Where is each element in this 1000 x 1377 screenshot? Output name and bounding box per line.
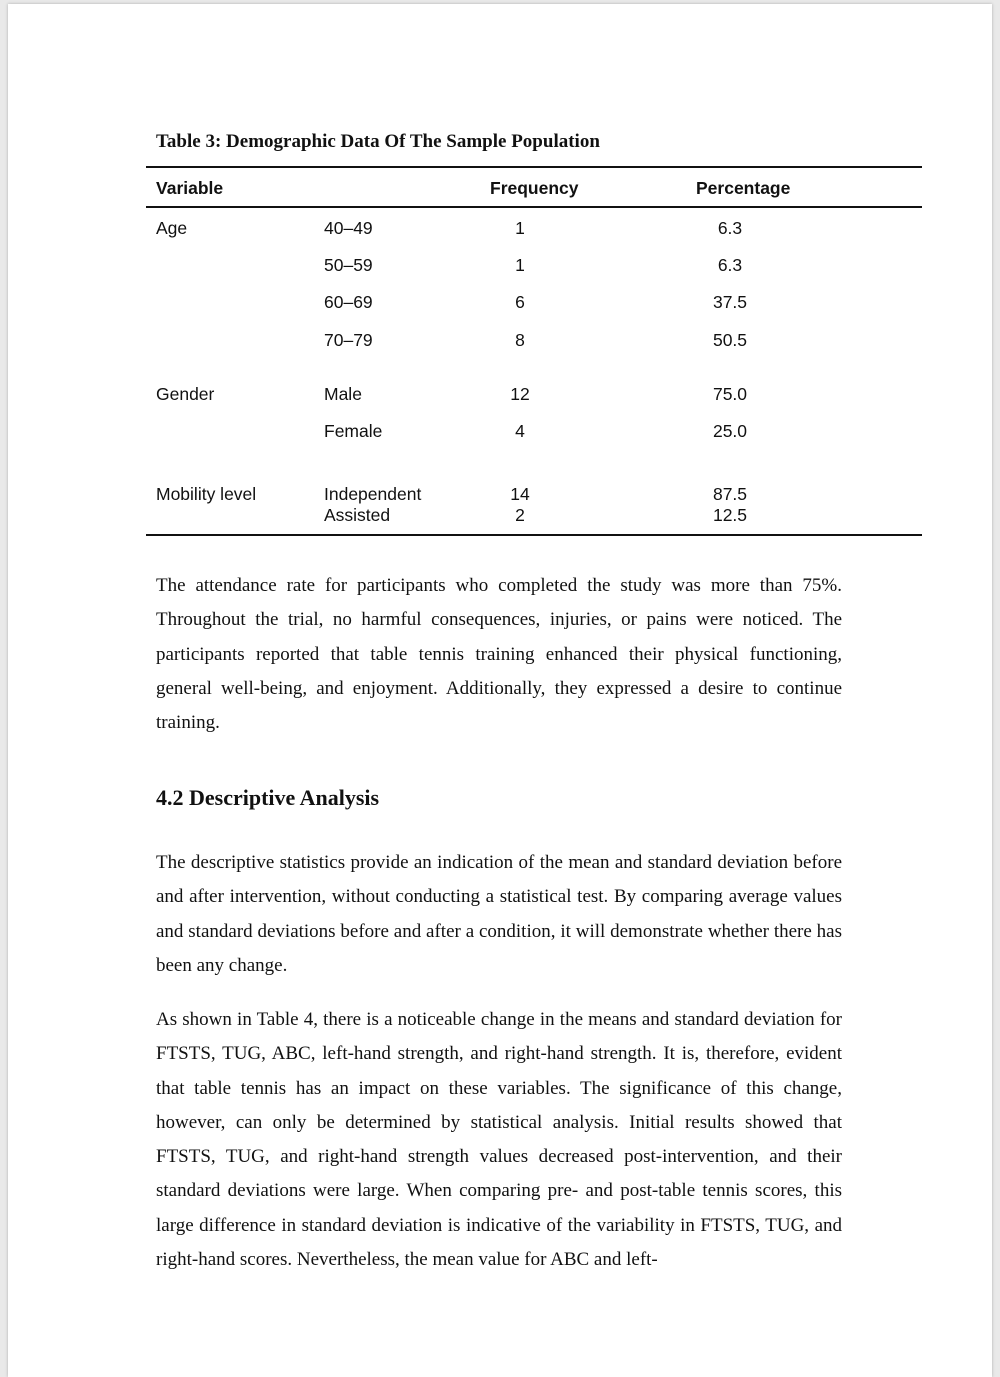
frequency-cell: 8	[515, 330, 525, 350]
frequency-cell: 4	[515, 421, 525, 441]
percentage-cell: 12.5	[712, 505, 748, 525]
header-percentage: Percentage	[696, 178, 791, 198]
section-heading: 4.2 Descriptive Analysis	[156, 785, 380, 810]
percentage-cell: 75.0	[712, 384, 748, 404]
frequency-cell: 2	[515, 505, 525, 525]
document-page	[8, 4, 992, 1377]
percentage-cell: 6.3	[717, 255, 743, 275]
category-cell: 50–59	[324, 255, 373, 275]
percentage-cell: 25.0	[712, 421, 748, 441]
frequency-cell: 1	[515, 218, 525, 238]
category-cell: Male	[324, 384, 362, 404]
category-cell: 40–49	[324, 218, 373, 238]
variable-gender: Gender	[156, 384, 215, 404]
frequency-cell: 14	[510, 484, 530, 504]
table-caption: Table 3: Demographic Data Of The Sample Population	[156, 131, 600, 152]
category-cell: 70–79	[324, 330, 373, 350]
table-bottom-rule	[146, 534, 922, 536]
category-cell: Female	[324, 421, 383, 441]
percentage-cell: 6.3	[717, 218, 743, 238]
category-cell: Independent	[324, 484, 422, 504]
category-cell: 60–69	[324, 292, 373, 312]
frequency-cell: 12	[510, 384, 530, 404]
percentage-cell: 37.5	[712, 292, 748, 312]
paragraph-descriptive: The descriptive statistics provide an indication of the mean and standard deviation before and after intervention, without conducting a statistical test. By comparing average values and standard deviations before and after a condition, it will demonstrate whether there has been any change.	[156, 852, 842, 976]
table-header-rule	[146, 206, 922, 208]
table-top-rule	[146, 166, 922, 168]
paragraph-table4: As shown in Table 4, there is a noticeable change in the means and standard deviation for FTSTS, TUG, ABC, left-hand strength, and right-hand strength. It is, therefore, evident that table tennis has an impact on these variables. The significance of this change, however, can only be determined by statistical analysis. Initial results showed that FTSTS, TUG, and right-hand strength values decreased post-intervention, and their standard deviations were large. When comparing pre- and post-table tennis scores, this large difference in standard deviation is indicative of the variability in FTSTS, TUG, and right-hand scores. Nevertheless, the mean value for ABC and left-	[156, 1009, 842, 1271]
variable-age: Age	[156, 218, 188, 238]
frequency-cell: 6	[515, 292, 525, 312]
frequency-cell: 1	[515, 255, 525, 275]
percentage-cell: 87.5	[712, 484, 748, 504]
header-variable: Variable	[156, 178, 224, 198]
category-cell: Assisted	[324, 505, 391, 525]
variable-mobility-level: Mobility level	[156, 484, 257, 504]
header-frequency: Frequency	[490, 178, 579, 198]
paragraph-attendance: The attendance rate for participants who completed the study was more than 75%. Throughout the trial, no harmful consequences, injuries, or pains were noticed. The participants reported that table tennis training enhanced their physical functioning, general well-being, and enjoyment. Additionally, they expressed a desire to continue training.	[156, 575, 842, 734]
percentage-cell: 50.5	[712, 330, 748, 350]
